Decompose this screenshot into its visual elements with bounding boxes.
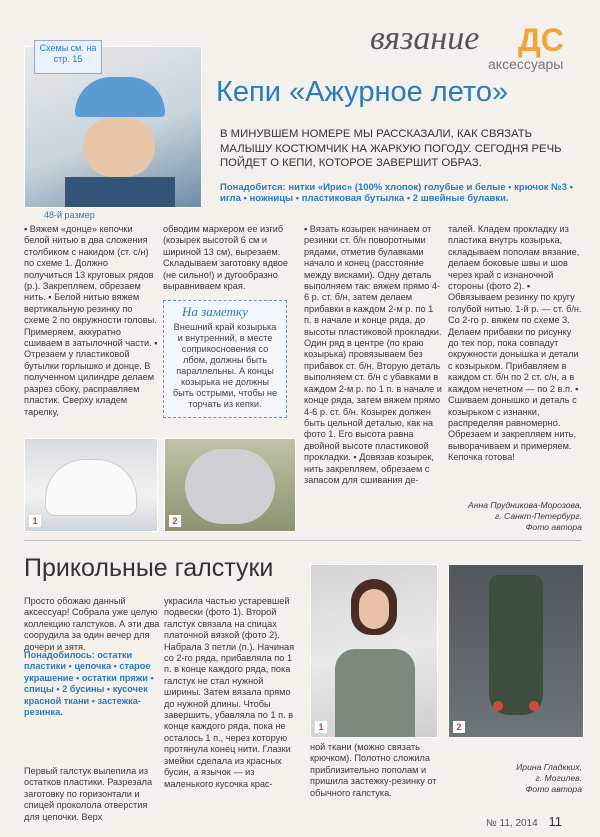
materials: Понадобится: нитки «Ирис» (100% хлопок) голубые и белые • крючок №3 • игла • ножницы • пластиковая бутылка • 2 швейные булавки.: [220, 182, 573, 205]
note-text: Внешний край козырька и внутренний, в месте соприкосновения со лбом, должны быть параллельны. А концы козырька не должны быть острыми, чтобы не торчать из кепки.: [172, 322, 278, 409]
cap-photo-credit: Фото автора: [525, 522, 582, 532]
ties-author-city: г. Могилев.: [535, 773, 582, 783]
page-footer: [486, 814, 586, 829]
page-number: 11: [548, 814, 562, 829]
cap-column-3: ▪ Вязать козырек начинаем от резинки ст. б/н поворотными рядами, отметив булавками начало и конец (расстояние между висками). Одну деталь выполняем так: вяжем прямо 4-6 р. ст. б/н, затем делаем прибавки в каждом 2-м р. по 1 п. в начале и конце ряда, до высоты пластиковой прокладки. Один ряд в центре (по краю козырька) провязываем без прибавок ст. б/н. Вторую деталь выполняем ст. б/н с убавками в каждом 2-м р. по 1 п. в начале и конце ряда, затем вяжем прямо 4-6 р. ст. б/н. Козырек должен быть цельной деталью, как на фото 1. Его высота равна двойной высоте пластиковой прокладки. ▪ Довязав козырек, нить закрепляем, обрезаем с запасом для сшивания де-: [304, 224, 442, 485]
ties-column-1: Первый галстук вылепила из остатков пластики. Разрезала заготовку по горизонтали и спицей проколола отверстия для цепочки. Верх: [24, 766, 153, 822]
ties-intro: Просто обожаю данный аксессуар! Собрала уже целую коллекцию галстуков. А эти два соорудила за один вечер для дочери и зятя.: [24, 596, 160, 652]
brand-name: вязание: [370, 20, 480, 57]
cap-column-1: ▪ Вяжем «донце» кепочки белой нитью в два сложения столбиком с накидом (ст. с/н) по схеме 1. Должно получиться 13 круговых рядов (р.). Закрепляем, обрезаем нить. ▪ Белой нитью вяжем вертикальную резинку по схеме 2 по окружности головы. Примеряем, аккуратно сшиваем в затылочной части. ▪ Отрезаем у пластиковой бутылки горлышко и донце. В полученном цилиндре делаем разрез сбоку, расправляем пластик. Сверху кладем тарелку,: [24, 224, 158, 417]
ties-author: [448, 762, 582, 795]
cap-author: [448, 500, 582, 533]
cap-author-name: Анна Прудникова-Морозова,: [468, 500, 582, 510]
cap-author-city: г. Санкт-Петербург.: [495, 511, 582, 521]
cap-photo-2: [164, 438, 296, 532]
ties-author-name: Ирина Гладкких,: [516, 762, 582, 772]
cap-column-2: обводим маркером ее изгиб (козырек высотой 6 см и шириной 13 см), вырезаем. Складываем заготовку вдвое (не сильно!) и дугообразно выравниваем края.: [163, 224, 288, 292]
magazine-header: [370, 20, 592, 70]
cap-photo-1: [24, 438, 158, 532]
article-title: Кепи «Ажурное лето»: [216, 76, 509, 108]
size-label: 48-й размер: [44, 210, 95, 220]
ties-photo-2: [448, 564, 584, 738]
article2-title: Прикольные галстуки: [24, 554, 274, 582]
ties-photo-1: [310, 564, 438, 738]
cap-column-4: талей. Кладем прокладку из пластика внутрь козырька, складываем пополам вязание, делаем боковые швы и шов через край с изнаночной стороны (фото 2). ▪ Обвязываем резинку по кругу голубой нитью. 1-й р. — ст. б/н. Со 2-го р. вяжем по схеме 3. Делаем прибавки по рисунку до тех пор, пока совпадут окружности донышка и детали с козырьком. Прибавляем в каждом ст. б/н по 2 ст. с/н, а в каждом нечетном — по 2 в.п. ▪ Сшиваем донышко и деталь с козырьком с изнанки, распределяя равномерно. Обрезаем и закрепляем нить, выворачиваем и примеряем. Кепочка готова!: [448, 224, 582, 463]
note-title: На заметку: [182, 304, 248, 319]
note-box: [163, 300, 287, 418]
ties-materials: Понадобилось: остатки пластики • цепочка • старое украшение • остатки пряжи • спицы • 2 бусины • кусочек красной ткани • застежка-резинка.: [24, 650, 154, 718]
issue-number: № 11, 2014: [486, 818, 538, 829]
photo-number-1: 1: [315, 721, 327, 733]
section-divider: [24, 540, 582, 541]
photo-number-2: 2: [169, 515, 181, 527]
photo-number-2: 2: [453, 721, 465, 733]
brand-mark: ДС: [518, 22, 564, 58]
photo-number-1: 1: [29, 515, 41, 527]
ties-column-3: ной ткани (можно связать крючком). Полотно сложила приблизительно пополам и пришила застежку-резинку от обычного галстука.: [310, 742, 437, 798]
ties-column-2: украсила частью устаревшей подвески (фото 1). Второй галстук связала на спицах платочной вязкой (фото 2). Набрала 3 петли (п.). Начиная со 2-го ряда, прибавляла по 1 п. в конце каждого ряда, пока галстук не стал нужной ширины. Затем вязала прямо до нужной длины. Чтобы завершить, убавляла по 1 п. в конце каждого ряда, пока не осталось 1 п., через которую протянула конец нити. Глазки змейки сделала из красных бусин, а язычок — из маленького кусочка крас-: [164, 596, 295, 789]
article-lead: В МИНУВШЕМ НОМЕРЕ МЫ РАССКАЗАЛИ, КАК СВЯЗАТЬ МАЛЫШУ КОСТЮМЧИК НА ЖАРКУЮ ПОГОДУ. СЕГОДНЯ РЕЧЬ ПОЙДЕТ О КЕПИ, КОТОРОЕ ЗАВЕРШИТ ОБРАЗ.: [220, 128, 562, 169]
schemes-badge: Схемы см. на стр. 15: [34, 40, 102, 74]
ties-photo-credit: Фото автора: [525, 784, 582, 794]
section-label: аксессуары: [488, 56, 564, 72]
